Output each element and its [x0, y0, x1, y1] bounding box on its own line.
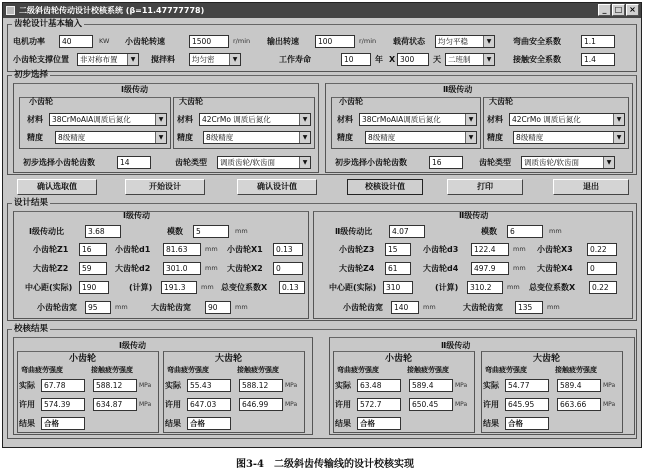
contact-strength-label: 接触疲劳强度 [237, 366, 279, 374]
stage1-large-precision-value: 8级精度 [206, 133, 234, 142]
bend-safety-label: 弯曲安全系数 [513, 37, 561, 46]
stir-label: 搅拌料 [151, 55, 175, 64]
chevron-down-icon: ▼ [155, 132, 166, 143]
stage2-teeth-input[interactable]: 16 [429, 156, 463, 169]
xsum1-output: 0.13 [279, 281, 305, 294]
stage2-small-material-select[interactable] [359, 113, 477, 126]
check-s2-small-bend-allowable: 572.7 [357, 398, 401, 411]
check-s2-small-result: 合格 [357, 417, 401, 430]
d1-output: 81.63 [163, 243, 201, 256]
chevron-down-icon: ▼ [613, 114, 624, 125]
d2-output: 301.0 [163, 262, 201, 275]
figure-caption: 图3-4 二级斜齿传输线的设计校核实现 [235, 459, 415, 470]
mpa-unit: MPa [455, 401, 468, 408]
d4-label: 大齿轮d4 [423, 264, 459, 273]
check-s1-large-bend-allowable: 647.03 [187, 398, 231, 411]
stage1-large-material-select[interactable] [199, 113, 311, 126]
mm-unit: mm [423, 303, 436, 311]
calc1-label: (计算) [129, 283, 153, 292]
bend-strength-label: 弯曲疲劳强度 [485, 366, 527, 374]
start-design-button[interactable]: 开始设计 [125, 179, 205, 195]
allowable-label: 许用 [335, 400, 351, 409]
xsum1-label: 总变位系数X [221, 283, 268, 292]
check-stage2-title: Ⅱ级传动 [441, 341, 471, 350]
stage1-gear-type-label: 齿轮类型 [175, 158, 207, 167]
check-s2-small-contact-allowable: 650.45 [409, 398, 453, 411]
calc2-label: (计算) [435, 283, 459, 292]
stage2-gear-type-value: 调质齿轮/软齿面 [524, 158, 580, 167]
mpa-unit: MPa [285, 382, 298, 389]
stage2-small-material-label: 材料 [337, 115, 353, 124]
x4-output: 0 [587, 262, 617, 275]
output-speed-label: 输出转速 [267, 37, 299, 46]
bend-strength-label: 弯曲疲劳强度 [167, 366, 209, 374]
z4-output: 61 [385, 262, 411, 275]
stage1-teeth-label: 初步选择小齿轮齿数 [23, 158, 95, 167]
b3-output: 140 [391, 301, 419, 314]
support-position-value: 非对称布置 [80, 55, 118, 64]
mm-unit: mm [115, 303, 128, 311]
z2-label: 大齿轮Z2 [33, 264, 69, 273]
d2-label: 大齿轮d2 [115, 264, 151, 273]
stage2-small-gear-title: 小齿轮 [339, 97, 363, 106]
input-speed-input[interactable]: 1500 [189, 35, 229, 48]
z2-output: 59 [79, 262, 107, 275]
chevron-down-icon: ▼ [229, 54, 240, 65]
stage2-small-precision-label: 精度 [337, 133, 353, 142]
confirm-design-button[interactable]: 确认设计值 [237, 179, 317, 195]
check-s1-small-contact-actual: 588.12 [93, 379, 137, 392]
center-distance2-output: 310 [383, 281, 413, 294]
input-speed-unit: r/min [233, 37, 251, 45]
module2-label: 模数 [481, 227, 497, 236]
b3-label: 小齿轮齿宽 [343, 303, 383, 312]
input-speed-label: 小齿轮转速 [125, 37, 165, 46]
check-s2-large-bend-allowable: 645.95 [505, 398, 549, 411]
check-s2-large-bend-actual: 54.77 [505, 379, 549, 392]
allowable-label: 许用 [165, 400, 181, 409]
chevron-down-icon: ▼ [465, 132, 476, 143]
initial-stage2-title: Ⅱ级传动 [443, 85, 473, 94]
chevron-down-icon: ▼ [127, 54, 138, 65]
stage2-large-gear-title: 大齿轮 [489, 97, 513, 106]
xsum2-label: 总变位系数X [529, 283, 576, 292]
xsum2-output: 0.22 [589, 281, 617, 294]
z3-output: 15 [385, 243, 411, 256]
stage1-small-material-select[interactable] [49, 113, 167, 126]
shift-select[interactable] [445, 53, 495, 66]
center-distance1-output: 190 [79, 281, 109, 294]
module1-output: 5 [193, 225, 229, 238]
stage2-gear-type-select[interactable] [521, 156, 615, 169]
load-state-value: 均匀平稳 [438, 37, 468, 46]
day-unit: 天 [433, 55, 441, 64]
mm-unit: mm [201, 283, 214, 291]
mpa-unit: MPa [603, 382, 616, 389]
check-s2-small-contact-actual: 589.4 [409, 379, 453, 392]
ratio2-output: 4.07 [389, 225, 425, 238]
mpa-unit: MPa [603, 401, 616, 408]
x2-output: 0 [273, 262, 303, 275]
actual-label: 实际 [165, 381, 181, 390]
contact-safety-label: 接触安全系数 [513, 55, 561, 64]
work-days-input[interactable]: 300 [397, 53, 429, 66]
contact-strength-label: 接触疲劳强度 [91, 366, 133, 374]
stir-value: 均匀密 [192, 55, 215, 64]
chevron-down-icon: ▼ [483, 54, 494, 65]
stage1-gear-type-select[interactable] [217, 156, 311, 169]
motor-power-label: 电机功率 [13, 37, 45, 46]
check-s1-large-contact-allowable: 646.99 [239, 398, 283, 411]
initial-selection-legend: 初步选择 [14, 70, 49, 80]
b2-output: 90 [205, 301, 231, 314]
x2-label: 大齿轮X2 [227, 264, 263, 273]
exit-button[interactable]: 退出 [553, 179, 629, 195]
allowable-label: 许用 [19, 400, 35, 409]
stage2-large-material-label: 材料 [487, 115, 503, 124]
center-distance2-label: 中心距(实际) [329, 283, 377, 292]
mm-unit: mm [549, 227, 562, 235]
minimize-button[interactable]: _ [598, 4, 611, 16]
ratio1-label: Ⅰ级传动比 [29, 227, 64, 236]
stage2-gear-type-label: 齿轮类型 [479, 158, 511, 167]
year-unit: 年 [375, 55, 383, 64]
work-life-years-input[interactable]: 10 [341, 53, 371, 66]
design-stage1-title: Ⅰ级传动 [123, 211, 150, 220]
stage2-small-precision-select[interactable] [365, 131, 477, 144]
design-results-legend: 设计结果 [14, 198, 49, 208]
actual-label: 实际 [483, 381, 499, 390]
chevron-down-icon: ▼ [603, 157, 614, 168]
check-s1-small-title: 小齿轮 [69, 354, 97, 364]
stage1-large-precision-label: 精度 [177, 133, 193, 142]
chevron-down-icon: ▼ [155, 114, 166, 125]
result-label: 结果 [483, 419, 499, 428]
stage2-small-material-value: 38CrMoAlA调质后氮化 [362, 115, 441, 124]
title-bar [3, 3, 641, 18]
support-position-label: 小齿轮支撑位置 [13, 55, 69, 64]
ratio2-label: Ⅱ级传动比 [335, 227, 373, 236]
check-s1-large-bend-actual: 55.43 [187, 379, 231, 392]
support-position-select[interactable] [77, 53, 139, 66]
print-button[interactable]: 打印 [447, 179, 523, 195]
x1-output: 0.13 [273, 243, 303, 256]
b4-label: 大齿轮齿宽 [463, 303, 503, 312]
bend-safety-input[interactable]: 1.1 [581, 35, 615, 48]
mm-unit: mm [513, 245, 526, 253]
stage1-small-precision-label: 精度 [27, 133, 43, 142]
contact-strength-label: 接触疲劳强度 [407, 366, 449, 374]
check-s2-small-title: 小齿轮 [385, 354, 413, 364]
d3-label: 小齿轮d3 [423, 245, 459, 254]
mm-unit: mm [547, 303, 560, 311]
stage1-small-gear-title: 小齿轮 [29, 97, 53, 106]
design-stage2-title: Ⅱ级传动 [459, 211, 489, 220]
output-speed-unit: r/min [359, 37, 377, 45]
module1-label: 模数 [167, 227, 183, 236]
contact-strength-label: 接触疲劳强度 [555, 366, 597, 374]
z3-label: 小齿轮Z3 [339, 245, 375, 254]
check-results-legend: 校核结果 [14, 324, 49, 334]
chevron-down-icon: ▼ [299, 157, 310, 168]
stage2-small-precision-value: 8级精度 [368, 133, 396, 142]
z1-label: 小齿轮Z1 [33, 245, 69, 254]
stage2-large-material-value: 42CrMo 调质后氮化 [512, 115, 581, 124]
check-s1-large-title: 大齿轮 [215, 354, 243, 364]
maximize-button[interactable]: □ [612, 4, 625, 16]
close-button[interactable]: × [626, 4, 639, 16]
check-s1-small-bend-actual: 67.78 [41, 379, 85, 392]
b1-output: 95 [85, 301, 111, 314]
times-sign: X [389, 55, 396, 64]
contact-safety-input[interactable]: 1.4 [581, 53, 615, 66]
mpa-unit: MPa [139, 382, 152, 389]
mm-unit: mm [205, 264, 218, 272]
check-s2-large-contact-actual: 589.4 [557, 379, 601, 392]
result-label: 结果 [19, 419, 35, 428]
check-s1-small-result: 合格 [41, 417, 85, 430]
result-label: 结果 [335, 419, 351, 428]
z4-label: 大齿轮Z4 [339, 264, 375, 273]
stage1-large-material-value: 42CrMo 调质后氮化 [202, 115, 271, 124]
check-s1-large-result: 合格 [187, 417, 231, 430]
confirm-selection-button[interactable]: 确认选取值 [17, 179, 97, 195]
stage2-large-precision-select[interactable] [513, 131, 625, 144]
mm-unit: mm [235, 303, 248, 311]
mpa-unit: MPa [455, 382, 468, 389]
stage1-teeth-input[interactable]: 14 [117, 156, 151, 169]
basic-input-legend: 齿轮设计基本输入 [14, 19, 83, 29]
mm-unit: mm [507, 283, 520, 291]
actual-label: 实际 [19, 381, 35, 390]
check-s2-small-bend-actual: 63.48 [357, 379, 401, 392]
chevron-down-icon: ▼ [483, 36, 494, 47]
x4-label: 大齿轮X4 [537, 264, 573, 273]
check-design-button[interactable]: 校核设计值 [347, 179, 423, 195]
calc1-output: 191.3 [161, 281, 197, 294]
center-distance1-label: 中心距(实际) [25, 283, 73, 292]
chevron-down-icon: ▼ [299, 132, 310, 143]
mpa-unit: MPa [285, 401, 298, 408]
stage1-gear-type-value: 调质齿轮/软齿面 [220, 158, 276, 167]
mpa-unit: MPa [139, 401, 152, 408]
chevron-down-icon: ▼ [465, 114, 476, 125]
check-stage1-title: Ⅰ级传动 [119, 341, 146, 350]
app-window [2, 2, 642, 448]
output-speed-input[interactable]: 100 [315, 35, 355, 48]
stir-select[interactable] [189, 53, 241, 66]
check-s2-large-title: 大齿轮 [533, 354, 561, 364]
bend-strength-label: 弯曲疲劳强度 [337, 366, 379, 374]
bend-strength-label: 弯曲疲劳强度 [21, 366, 63, 374]
d4-output: 497.9 [471, 262, 509, 275]
work-life-label: 工作寿命 [279, 55, 311, 64]
chevron-down-icon: ▼ [613, 132, 624, 143]
check-s2-large-contact-allowable: 663.66 [557, 398, 601, 411]
mm-unit: mm [513, 264, 526, 272]
x1-label: 小齿轮X1 [227, 245, 263, 254]
b1-label: 小齿轮齿宽 [37, 303, 77, 312]
actual-label: 实际 [335, 381, 351, 390]
calc2-output: 310.2 [467, 281, 503, 294]
ratio1-output: 3.68 [85, 225, 121, 238]
load-state-select[interactable] [435, 35, 495, 48]
b2-label: 大齿轮齿宽 [151, 303, 191, 312]
mm-unit: mm [205, 245, 218, 253]
stage1-small-precision-select[interactable] [55, 131, 167, 144]
stage2-large-precision-value: 8级精度 [516, 133, 544, 142]
stage1-large-material-label: 材料 [177, 115, 193, 124]
mm-unit: mm [235, 227, 248, 235]
stage1-small-precision-value: 8级精度 [58, 133, 86, 142]
d3-output: 122.4 [471, 243, 509, 256]
chevron-down-icon: ▼ [299, 114, 310, 125]
app-icon [6, 6, 15, 15]
window-title: 二级斜齿轮传动设计校核系统 (β=11.47777778) [19, 6, 205, 15]
x3-output: 0.22 [587, 243, 617, 256]
check-s1-small-bend-allowable: 574.39 [41, 398, 85, 411]
stage1-large-precision-select[interactable] [203, 131, 311, 144]
stage1-large-gear-title: 大齿轮 [179, 97, 203, 106]
stage1-small-material-label: 材料 [27, 115, 43, 124]
z1-output: 16 [79, 243, 107, 256]
power-unit: KW [99, 37, 110, 45]
b4-output: 135 [515, 301, 543, 314]
stage2-large-precision-label: 精度 [487, 133, 503, 142]
stage1-small-material-value: 38CrMoAlA调质后氮化 [52, 115, 131, 124]
x3-label: 小齿轮X3 [537, 245, 573, 254]
stage2-large-material-select[interactable] [509, 113, 625, 126]
module2-output: 6 [507, 225, 543, 238]
stage2-teeth-label: 初步选择小齿轮齿数 [335, 158, 407, 167]
allowable-label: 许用 [483, 400, 499, 409]
shift-value: 二班制 [448, 55, 471, 64]
initial-stage1-title: Ⅰ级传动 [121, 85, 148, 94]
check-s1-large-contact-actual: 588.12 [239, 379, 283, 392]
check-s2-large-result: 合格 [505, 417, 549, 430]
check-s1-small-contact-allowable: 634.87 [93, 398, 137, 411]
load-state-label: 载荷状态 [393, 37, 425, 46]
d1-label: 小齿轮d1 [115, 245, 151, 254]
motor-power-input[interactable]: 40 [59, 35, 93, 48]
result-label: 结果 [165, 419, 181, 428]
